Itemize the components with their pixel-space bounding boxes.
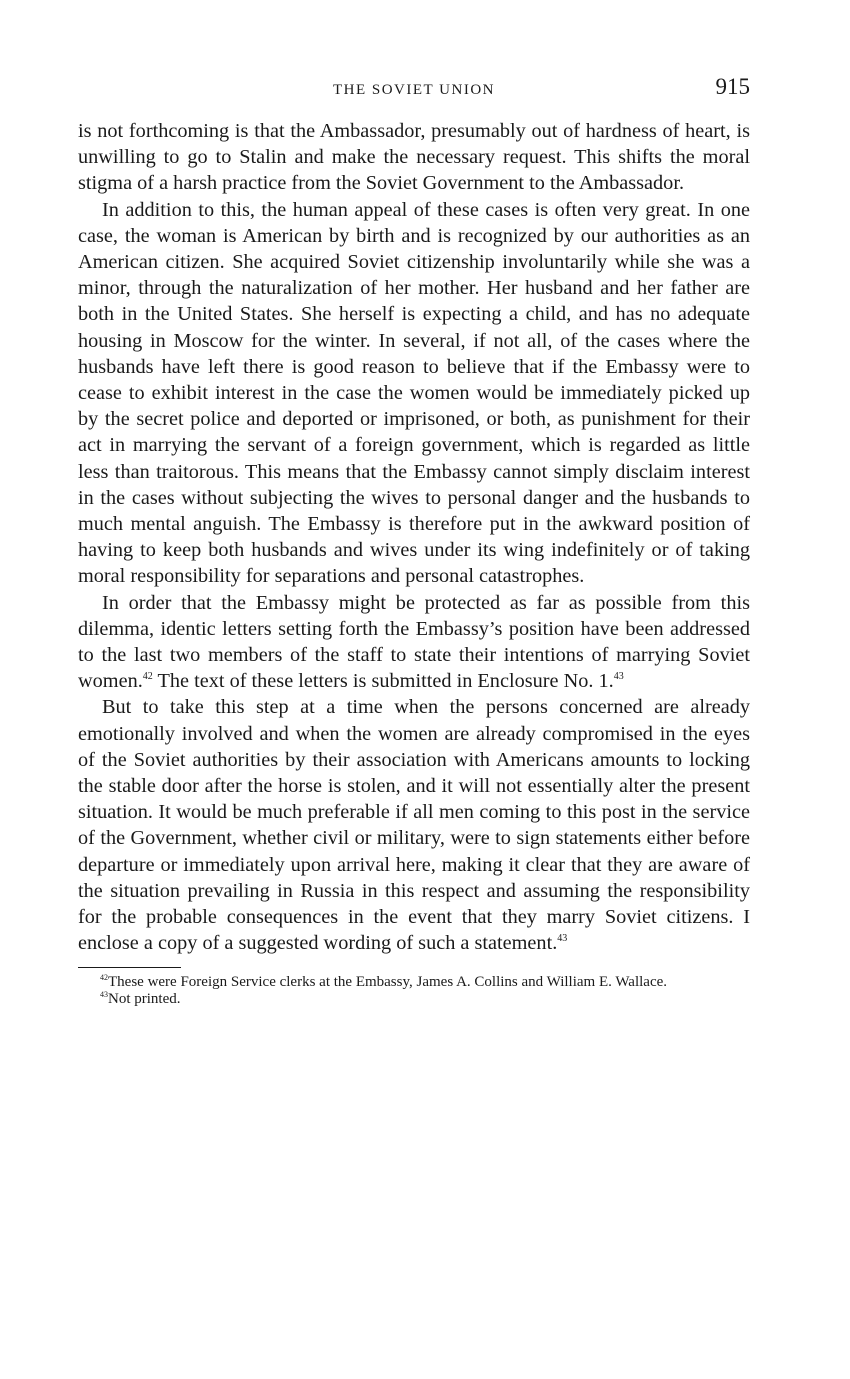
- paragraph-continued: [78, 118, 750, 197]
- document-page: [78, 72, 750, 1009]
- running-head: [78, 72, 750, 106]
- paragraph-text: In order that the Embassy might be protected as far as possible from this dilemma, identic letters setting forth the Embassy’s position have been addressed to the last two members of the staff to state their intentions of marrying Soviet women.: [78, 591, 750, 693]
- footnote-reference: 43: [557, 933, 568, 945]
- footnote-text: These were Foreign Service clerks at the Embassy, James A. Collins and William E. Wallace.: [108, 973, 668, 990]
- paragraph-identic-letters: [78, 590, 750, 695]
- paragraph-text: is not forthcoming is that the Ambassador, presumably out of hardness of heart, is unwilling to go to Stalin and make the necessary request. This shifts the moral stigma of a harsh practice from the Soviet Government to the Ambassador.: [78, 120, 750, 195]
- paragraph-text: The text of these letters is submitted in Enclosure No. 1.: [152, 670, 614, 693]
- paragraph-human-appeal: [78, 197, 750, 590]
- footnote-43: [78, 991, 750, 1009]
- footnote-divider: [78, 967, 181, 968]
- footnote-number: 42: [100, 972, 108, 982]
- footnotes: [78, 974, 750, 1009]
- paragraph-text: In addition to this, the human appeal of these cases is often very great. In one case, the woman is American by birth and is recognized by our authorities as an American citizen. She acquired Soviet citizenship involuntarily while she was a minor, through the naturalization of her mother. Her husband and her father are both in the United States. She herself is expecting a child, and has no adequate housing in Moscow for the winter. In several, if not all, of the cases where the husbands have left there is good reason to believe that if the Embassy were to cease to exhibit interest in the case the women would be immediately picked up by the secret police and deported or imprisoned, or both, as punishment for their act in marrying the servant of a foreign government, which is regarded as little less than traitorous. This means that the Embassy cannot simply disclaim interest in the cases without subjecting the wives to personal danger and the husbands to much mental anguish. The Embassy is therefore put in the awkward position of having to keep both husbands and wives under its wing indefinitely or of taking moral responsibility for separations and personal catastrophes.: [78, 198, 750, 588]
- footnote-reference: 42: [142, 671, 153, 683]
- footnote-number: 43: [100, 990, 108, 999]
- paragraph-text: But to take this step at a time when the persons concerned are already emotionally involved and when the women are already compromised in the eyes of the Soviet authorities by their association with Americans amounts to locking the stable door after the horse is stolen, and it will not essentially alter the present situation. It would be much preferable if all men coming to this post in the service of the Government, whether civil or military, were to sign statements either before departure or immediately upon arrival here, making it clear that they are aware of the situation prevailing in Russia in this respect and assuming the responsibility for the probable consequences in the event that they marry Soviet citizens. I enclose a copy of a suggested wording of such a statement.: [78, 696, 750, 955]
- footnote-text: Not printed.: [108, 991, 181, 1007]
- footnote-reference: 43: [613, 671, 624, 683]
- running-title: THE SOVIET UNION: [332, 82, 496, 98]
- paragraph-suggested-statement: [78, 694, 750, 956]
- page-number: 915: [715, 74, 750, 99]
- body-text: [78, 118, 750, 957]
- footnote-42: [78, 974, 750, 992]
